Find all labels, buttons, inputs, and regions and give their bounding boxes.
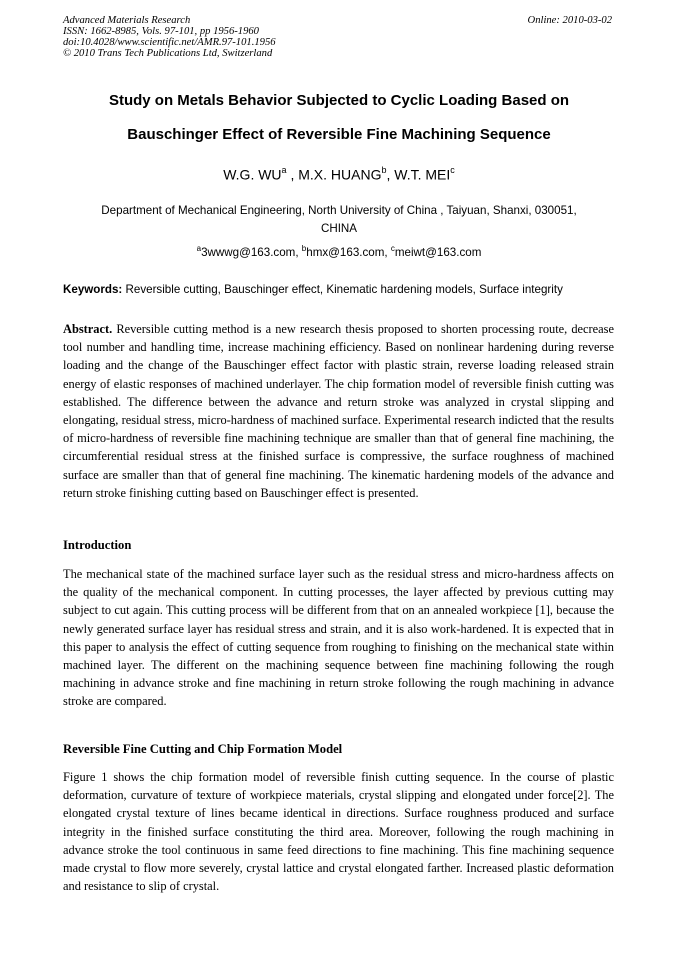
affiliation-line-2: CHINA [320, 222, 358, 235]
author-separator: , [286, 166, 299, 183]
email-address[interactable]: 3wwwg@163.com [201, 245, 296, 259]
abstract-label: Abstract. [63, 322, 113, 336]
email-address[interactable]: meiwt@163.com [394, 245, 482, 259]
issn-line: ISSN: 1662-8985, Vols. 97-101, pp 1956-1960 [63, 26, 259, 37]
author-affil-mark: c [450, 165, 455, 175]
email-separator: , [384, 245, 391, 259]
author-affil-mark: a [281, 165, 287, 175]
email-mark: c [390, 244, 395, 253]
paper-title-line-1: Study on Metals Behavior Subjected to Cyclic Loading Based on [108, 92, 570, 109]
abstract [63, 320, 614, 502]
affiliation-line-1: Department of Mechanical Engineering, North University of China , Taiyuan, Shanxi, 030051, [101, 204, 577, 217]
keywords-text: Reversible cutting, Bauschinger effect, Kinematic hardening models, Surface integrity [122, 283, 563, 296]
journal-header [63, 15, 276, 59]
email-mark: a [196, 244, 202, 253]
copyright-line: © 2010 Trans Tech Publications Ltd, Switzerland [63, 48, 273, 59]
section-heading-chip-formation: Reversible Fine Cutting and Chip Formation Model [63, 742, 343, 756]
abstract-text: Reversible cutting method is a new research thesis proposed to shorten processing route, decrease tool number and handling time, increase machining efficiency. Based on nonlinear hardening during reverse loading and the change of the Bauschinger effect factor with plastic strain, reverse loading released strain energy of elastic responses of machined underlayer. The chip formation model of reversible finish cutting was established. The difference between the advance and return stroke was analyzed in crystal slipping and elongating, residual stress, micro-hardness of machined surface. Experimental research indicted that the results of micro-hardness of reversible fine machining technique are smaller than that of general fine machining, the circumferential residual stress at the finished surface is compressive, the surface roughness of machined surface are smaller than that of general fine machining. The kinematic hardening models of the advance and return stroke finishing cutting based on Bauschinger effect is presented. [63, 322, 614, 500]
journal-name: Advanced Materials Research [63, 15, 191, 26]
email-list [0, 244, 678, 259]
doi-line[interactable]: doi:10.4028/www.scientific.net/AMR.97-101.1956 [63, 37, 276, 48]
author-separator: , [386, 166, 395, 183]
author-list [0, 166, 678, 183]
author-name: M.X. HUANG [298, 166, 382, 183]
author-name: W.G. WU [223, 166, 282, 183]
keywords [63, 283, 618, 296]
chip-formation-paragraph: Figure 1 shows the chip formation model of reversible finish cutting sequence. In the course of plastic deformation, curvature of texture of workpiece materials, crystal slipping and elongated under force[2]. The elongated crystal texture of lines became identical in directions. Surface roughness produced and surface integrity in the finished surface constituting the third area. Moreover, following the rough machining in advance stroke the tool continuous in same feed directions to fine machining. This fine machining sequence made crystal to flow more severely, crystal lattice and crystal elongated farther. Increased plastic deformation and resistance to slip of crystal. [63, 770, 614, 894]
keywords-label: Keywords: [63, 283, 123, 296]
online-date: Online: 2010-03-02 [527, 15, 612, 26]
author-affil-mark: b [381, 165, 387, 175]
email-address[interactable]: hmx@163.com [306, 245, 385, 259]
paper-title-line-2: Bauschinger Effect of Reversible Fine Machining Sequence [127, 126, 551, 143]
section-heading-introduction: Introduction [63, 538, 132, 552]
email-separator: , [295, 245, 302, 259]
introduction-paragraph: The mechanical state of the machined surface layer such as the residual stress and micro-hardness affects on the quality of the mechanical component. In cutting processes, the layer affected by previous cutting may subject to cut again. This cutting process will be different from that on an annealed workpiece [1], because the newly generated surface layer has residual stress and strain, and it is also work-hardened. It is expected that in this paper to analysis the effect of cutting sequence from roughing to finishing on the mechanical state within machined layer. The different on the machining sequence between fine machining following the rough machining in advance stroke and fine machining in return stroke following the rough machining in advance stroke are compared. [63, 567, 614, 709]
email-mark: b [301, 244, 307, 253]
author-name: W.T. MEI [394, 166, 451, 183]
